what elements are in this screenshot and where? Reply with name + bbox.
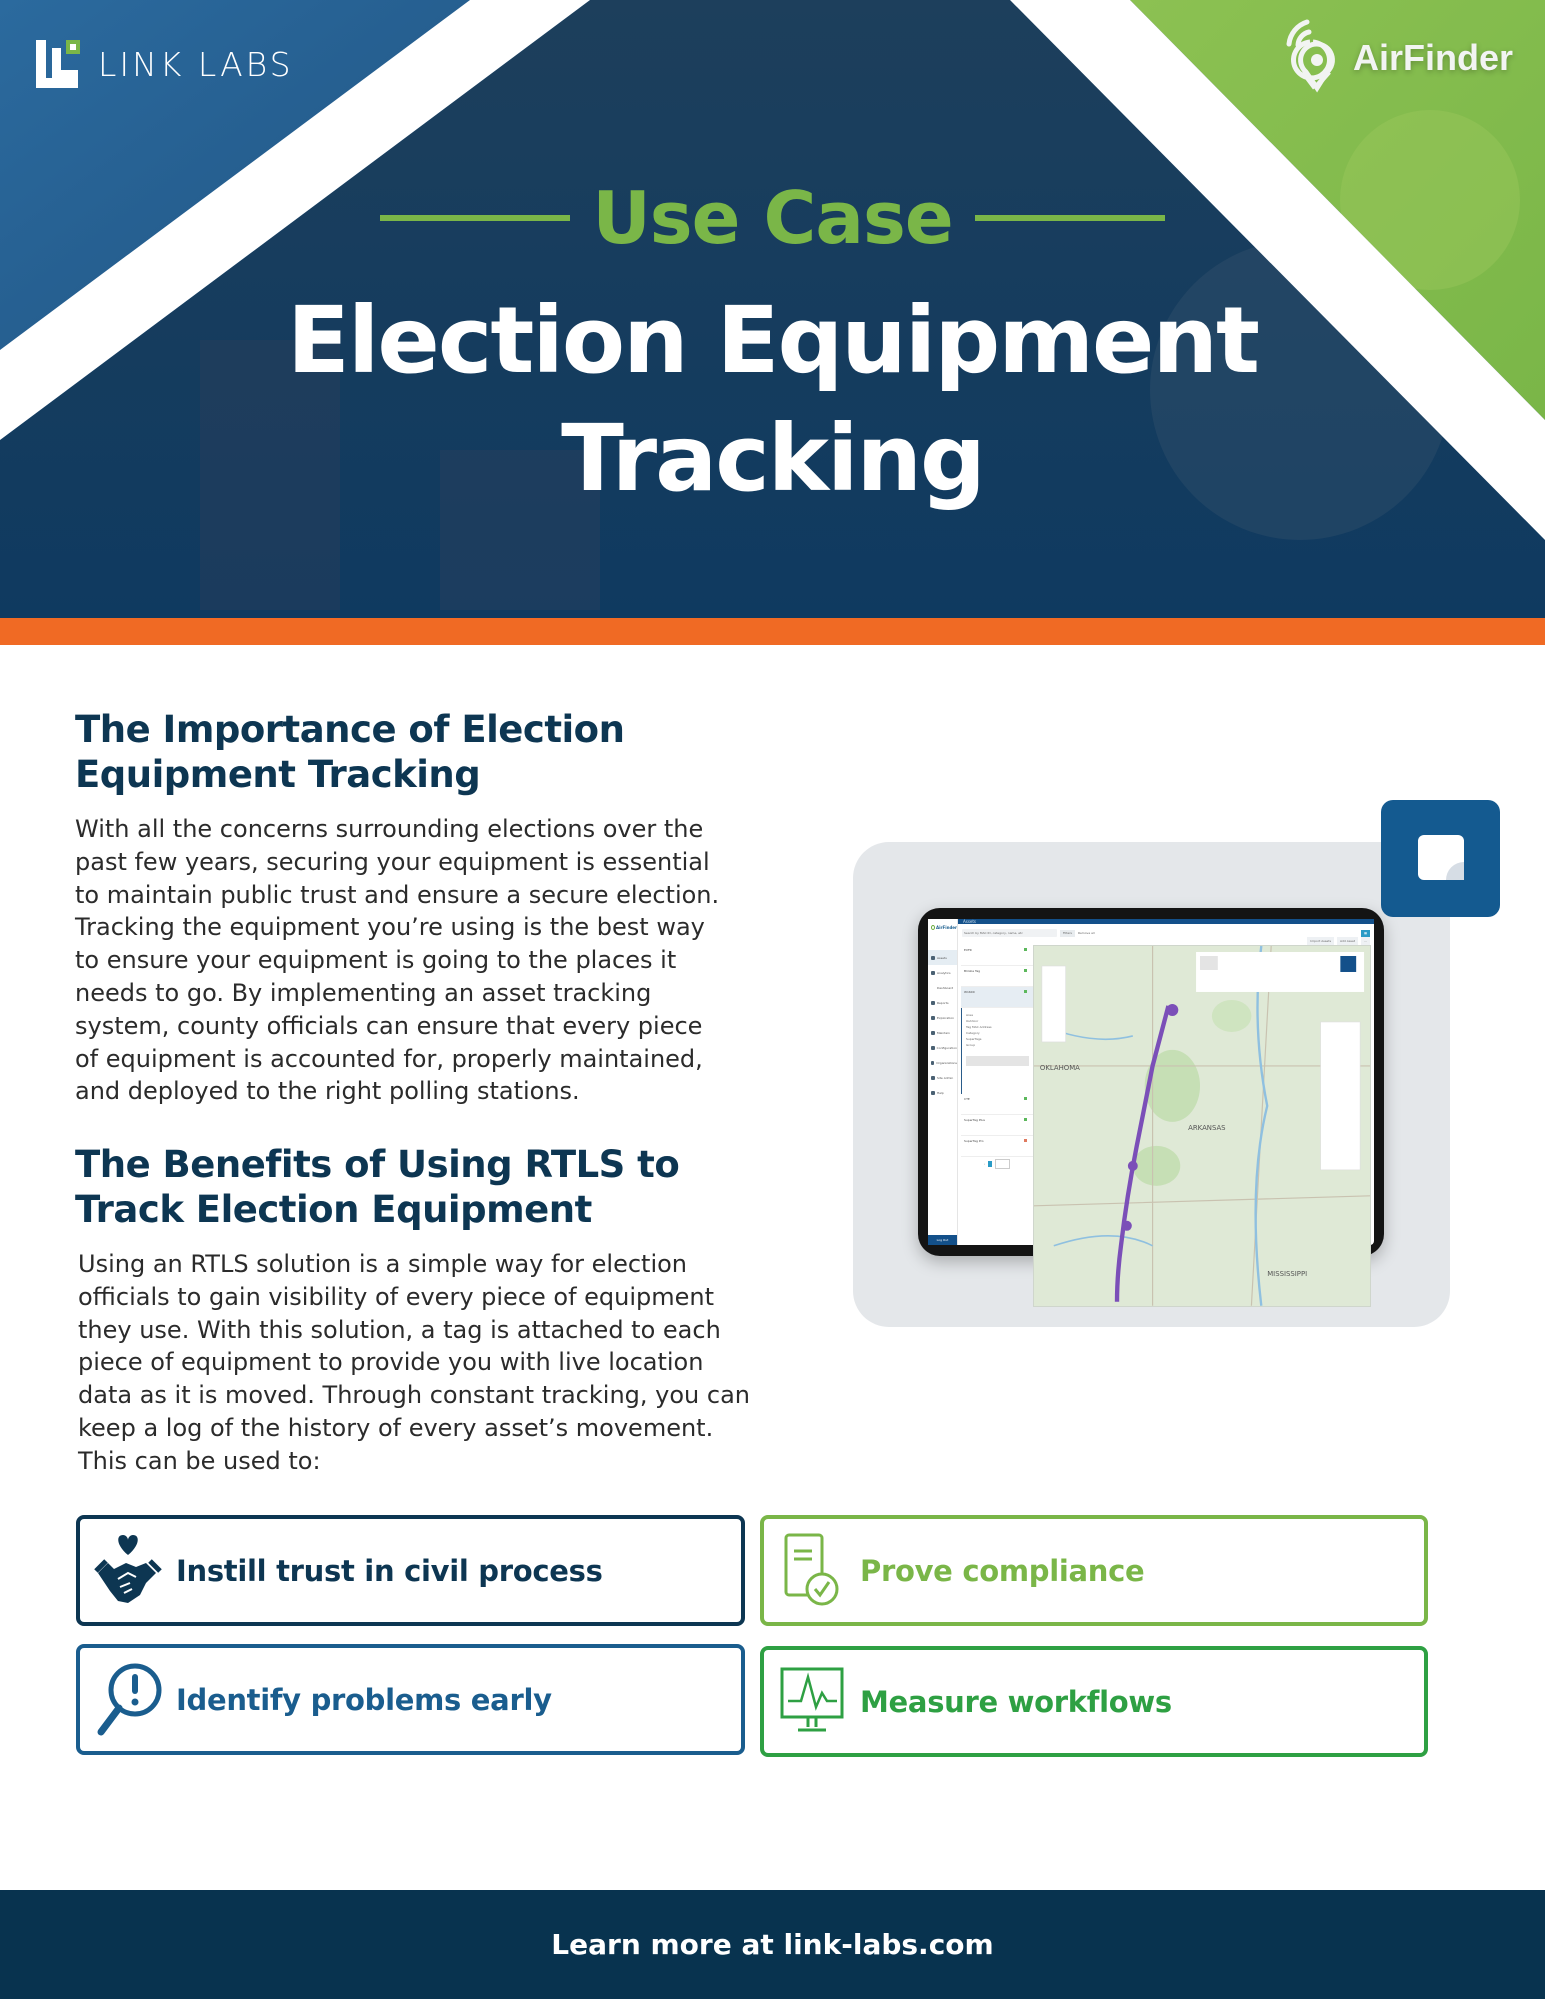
gear-icon [931,1046,935,1050]
detail-value: Outdoor [966,1019,979,1023]
asset-name: EXFR [964,948,972,952]
section-body-benefits [78,1248,798,1478]
nav-help[interactable] [928,1085,957,1100]
add-label: Add Asset [1340,939,1355,943]
nav-label: Organizations [936,1060,957,1065]
airfinder-pin-icon [1285,18,1345,98]
filters-label: Filters [1063,931,1072,935]
body-line: past few years, securing your equipment is essential [75,847,710,876]
asset-row[interactable] [961,1094,1033,1115]
map-toggle-button[interactable]: ▦ [1361,930,1370,937]
benefit-instill-trust [76,1515,745,1626]
building-icon [931,1061,934,1065]
benefit-label: Measure workflows [860,1684,1172,1719]
nav-label: Configuration [936,1045,957,1050]
benefit-label: Identify problems early [176,1682,552,1717]
help-icon [931,1091,935,1095]
nav-analytics[interactable] [928,965,957,980]
nav-site-admin[interactable] [928,1070,957,1085]
more-button[interactable]: ⋯ [1361,937,1370,945]
link-labs-mark-icon [36,40,84,88]
detail-label: Tag MAC Address [966,1025,992,1029]
corner-badge [1381,800,1500,917]
magnifier-alert-icon [80,1648,176,1751]
asset-name: W1600 [964,990,975,994]
add-asset-button[interactable] [1337,937,1358,945]
nav-label: Maintain [937,1030,950,1035]
app-sidebar [928,919,958,1245]
asset-name: Blinkie Tag [964,969,981,973]
body-line: system, county officials can ensure that every piece [75,1011,703,1040]
nav-label: Help [937,1090,944,1095]
tablet-screen [928,919,1374,1278]
footer [0,1890,1545,1999]
status-indicator [1024,1118,1027,1121]
nav-maintain[interactable] [928,1025,957,1040]
body-line: officials to gain visibility of every piece of equipment [78,1282,715,1311]
asset-row[interactable] [961,1136,1033,1157]
search-placeholder: Search by MAC ID, category, name, etc [964,931,1023,935]
body-line: piece of equipment to provide you with live location [78,1348,704,1377]
detail-label: Group [966,1043,976,1047]
app-actions [958,937,1374,945]
nav-reports[interactable] [928,995,957,1010]
body-line: and deployed to the right polling stations. [75,1077,580,1106]
body-line: With all the concerns surrounding elections over the [75,815,704,843]
detail-label: Area [966,1013,973,1017]
body-line: to ensure your equipment is going to the places it [75,946,677,975]
asset-row[interactable] [961,966,1033,987]
body-line: Tracking the equipment you’re using is the best way [75,913,705,942]
status-indicator [1024,990,1027,993]
title-line-2: Tracking [561,405,984,512]
heading-line: Track Election Equipment [75,1188,592,1231]
nav-label: Reports [937,1000,949,1005]
detail-label: Category [966,1031,980,1035]
kicker-rule-right [975,215,1165,221]
nav-organizations[interactable] [928,1055,957,1070]
section-body-importance [75,813,795,1108]
logout-button[interactable] [928,1235,957,1245]
view-history-button[interactable] [966,1056,1029,1066]
body-line: Using an RTLS solution is a simple way for election [78,1250,687,1278]
nav-dashboard[interactable] [928,980,957,995]
brand-left-text: LINK LABS [98,44,294,84]
svg-text:ARKANSAS: ARKANSAS [1188,1123,1226,1132]
maintain-icon [931,1031,935,1035]
status-indicator [1024,969,1027,972]
hero-banner [0,0,1545,618]
nav-label: Assets [937,955,947,960]
app-body [958,945,1374,1310]
title-line-1: Election Equipment [287,287,1258,394]
pagination: ‹ [961,1157,1033,1171]
assets-icon [931,956,935,960]
use-case-kicker [0,176,1545,260]
badge-square-icon [1418,835,1464,880]
section-heading-benefits [75,1142,679,1232]
airfinder-logo [1285,18,1513,98]
monitor-pulse-icon [764,1650,860,1753]
nav-exploration[interactable] [928,1010,957,1025]
analytics-icon [931,971,935,975]
nav-label: Site Admin [937,1075,954,1080]
benefit-prove-compliance [760,1515,1428,1626]
asset-detail-panel [961,1008,1033,1094]
app-main [958,919,1374,1278]
asset-name: SuperTag Plus [964,1118,985,1122]
asset-name: CTE [964,1097,970,1101]
heading-line: The Benefits of Using RTLS to [75,1143,680,1186]
benefit-label: Instill trust in civil process [176,1553,603,1588]
footer-cta-link[interactable]: Learn more at link-labs.com [551,1928,994,1961]
heading-line: The Importance of Election [75,708,625,751]
nav-assets[interactable] [928,950,957,965]
kicker-rule-left [380,215,570,221]
handshake-heart-icon [80,1519,176,1622]
document-check-icon [764,1519,860,1622]
map-graphic [1034,946,1370,1306]
section-heading-importance [75,707,624,797]
link-labs-logo [36,40,294,88]
body-line: needs to go. By implementing an asset tracking [75,978,652,1007]
remove-all-link[interactable]: Remove all [1078,931,1095,935]
app-page-title: Assets [963,919,977,924]
body-line: they use. With this solution, a tag is attached to each [78,1315,721,1344]
nav-label: Analytics [937,970,951,975]
svg-text:OKLAHOMA: OKLAHOMA [1039,1063,1080,1072]
page-size-select[interactable] [995,1159,1010,1169]
detail-value: SuperTags [966,1037,982,1041]
orange-divider [0,618,1545,645]
benefit-measure-workflows [760,1646,1428,1757]
benefit-label: Prove compliance [860,1553,1145,1588]
asset-row-selected[interactable] [961,987,1033,1008]
asset-row[interactable] [961,945,1033,966]
logout-label: Log Out [936,1238,949,1242]
asset-search-input[interactable] [962,929,1057,937]
app-brand [928,919,957,936]
brand-right-text: AirFinder [1352,37,1513,78]
asset-list [961,945,1033,1307]
body-line: to maintain public trust and ensure a secure election. [75,880,720,909]
nav-configuration[interactable] [928,1040,957,1055]
app-logo-icon [931,925,935,930]
filters-button[interactable] [1060,930,1075,937]
status-indicator [1024,1097,1027,1100]
body-line: keep a log of the history of every asset’s movement. [78,1413,714,1442]
wrench-icon [931,1076,935,1080]
nav-label: Exploration [937,1015,955,1020]
import-assets-button[interactable] [1307,937,1334,945]
exploration-icon [931,1016,935,1020]
body-line: This can be used to: [78,1446,321,1475]
status-indicator [1024,1139,1027,1142]
heading-line: Equipment Tracking [75,753,481,796]
status-indicator [1024,948,1027,951]
app-topbar [958,919,1374,924]
svg-text:MISSISSIPPI: MISSISSIPPI [1267,1269,1308,1278]
asset-map[interactable] [1033,945,1371,1307]
app-toolbar [958,929,1374,937]
app-brand-text: AirFinder [936,925,957,930]
body-line: data as it is moved. Through constant tracking, you can [78,1381,750,1410]
benefit-identify-problems [76,1644,745,1755]
kicker-label: Use Case [592,176,953,260]
reports-icon [931,1001,935,1005]
asset-row[interactable] [961,1115,1033,1136]
page-1-button[interactable] [988,1161,992,1167]
tablet-mockup [918,908,1384,1278]
import-label: Import Assets [1310,939,1332,943]
nav-label: Dashboard [937,985,954,990]
page-title [0,282,1545,518]
body-line: of equipment is accounted for, properly maintained, [75,1044,703,1073]
asset-name: SuperTag Pro [964,1139,984,1143]
